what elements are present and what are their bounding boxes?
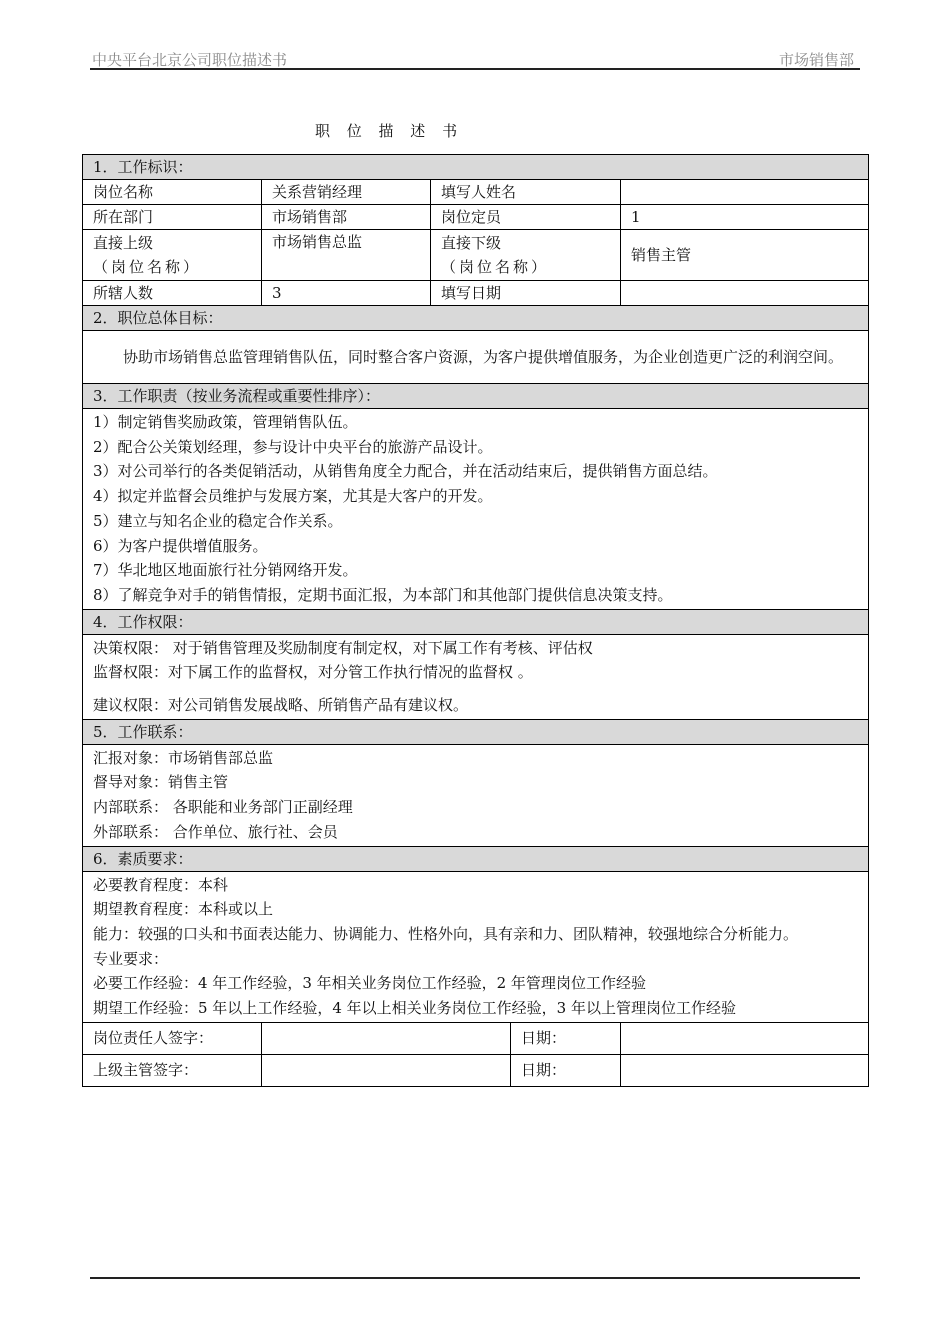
section-6-heading: 6．素质要求： [83, 846, 869, 871]
relations-list [83, 744, 869, 846]
requirement-item: 专业要求： [93, 949, 169, 968]
requirements-list [83, 871, 869, 1022]
duty-item: 4）拟定并监督会员维护与发展方案，尤其是大客户的开发。 [93, 487, 493, 506]
authority-list [83, 634, 869, 719]
section-5-heading: 5．工作联系： [83, 719, 869, 744]
direct-superior-value: 市场销售总监 [262, 230, 431, 281]
holder-signature-label: 岗位责任人签字： [83, 1022, 262, 1054]
post-name-label: 岗位名称 [83, 180, 262, 205]
filler-name-label: 填写人姓名 [431, 180, 621, 205]
relation-item: 内部联系： 各职能和业务部门正副经理 [93, 798, 353, 817]
overall-goal-text: 协助市场销售总监管理销售队伍，同时整合客户资源，为客户提供增值服务，为企业创造更广泛的利润空间。 [83, 331, 869, 384]
filler-name-value[interactable] [621, 180, 869, 205]
post-name-value: 关系营销经理 [262, 180, 431, 205]
requirement-item: 期望工作经验：5 年以上工作经验，4 年以上相关业务岗位工作经验，3 年以上管理岗位工作经验 [93, 999, 736, 1018]
header-department: 市场销售部 [778, 51, 854, 69]
relation-item: 汇报对象：市场销售部总监 [93, 748, 274, 767]
duty-item: 5）建立与知名企业的稳定合作关系。 [93, 511, 343, 530]
document-title: 职 位 描 述 书 [315, 122, 464, 140]
department-label: 所在部门 [83, 205, 262, 230]
duty-item: 3）对公司举行的各类促销活动，从销售角度全力配合，并在活动结束后，提供销售方面总结。 [93, 462, 718, 481]
authority-item: 建议权限：对公司销售发展战略、所销售产品有建议权。 [93, 696, 469, 715]
requirement-item: 能力：较强的口头和书面表达能力、协调能力、性格外向，具有亲和力、团队精神，较强地综合分析能力。 [93, 924, 799, 943]
headcount-quota-label: 岗位定员 [431, 205, 621, 230]
header-company: 中央平台北京公司职位描述书 [92, 51, 288, 69]
direct-superior-label-cell [83, 230, 262, 281]
duty-item: 8）了解竞争对手的销售情报，定期书面汇报，为本部门和其他部门提供信息决策支持。 [93, 585, 673, 604]
section-3-heading: 3．工作职责（按业务流程或重要性排序）： [83, 384, 869, 409]
job-description-table [82, 154, 869, 1087]
duty-item: 7）华北地区地面旅行社分销网络开发。 [93, 561, 358, 580]
direct-subordinate-sublabel: （岗位名称） [441, 258, 550, 276]
direct-subordinate-value: 销售主管 [621, 230, 869, 281]
holder-signature-field[interactable] [262, 1022, 511, 1054]
requirement-item: 必要教育程度：本科 [93, 875, 229, 894]
direct-superior-sublabel: （岗位名称） [93, 258, 202, 276]
relation-item: 督导对象：销售主管 [93, 773, 229, 792]
authority-item: 监督权限：对下属工作的监督权，对分管工作执行情况的监督权 。 [93, 663, 533, 682]
fill-date-label: 填写日期 [431, 281, 621, 306]
supervisor-date-label: 日期： [511, 1054, 621, 1086]
direct-subordinate-label-cell [431, 230, 621, 281]
requirement-item: 必要工作经验：4 年工作经验，3 年相关业务岗位工作经验，2 年管理岗位工作经验 [93, 974, 646, 993]
duty-item: 1）制定销售奖励政策，管理销售队伍。 [93, 413, 358, 431]
holder-date-field[interactable] [621, 1022, 869, 1054]
duty-item: 6）为客户提供增值服务。 [93, 536, 268, 555]
fill-date-value[interactable] [621, 281, 869, 306]
duties-list [83, 409, 869, 610]
headcount-quota-value: 1 [621, 205, 869, 230]
department-value: 市场销售部 [262, 205, 431, 230]
direct-subordinate-label: 直接下级 [441, 234, 502, 252]
direct-superior-label: 直接上级 [93, 234, 154, 252]
staff-count-label: 所辖人数 [83, 281, 262, 306]
relation-item: 外部联系： 合作单位、旅行社、会员 [93, 822, 338, 841]
footer-rule [90, 1277, 860, 1279]
requirement-item: 期望教育程度：本科或以上 [93, 900, 274, 919]
page-header [90, 48, 860, 70]
staff-count-value: 3 [262, 281, 431, 306]
supervisor-signature-field[interactable] [262, 1054, 511, 1086]
duty-item: 2）配合公关策划经理，参与设计中央平台的旅游产品设计。 [93, 437, 493, 456]
supervisor-signature-label: 上级主管签字： [83, 1054, 262, 1086]
section-4-heading: 4．工作权限： [83, 609, 869, 634]
holder-date-label: 日期： [511, 1022, 621, 1054]
section-2-heading: 2．职位总体目标： [83, 306, 869, 331]
authority-item: 决策权限： 对于销售管理及奖励制度有制定权，对下属工作有考核、评估权 [93, 638, 593, 657]
section-1-heading: 1．工作标识： [83, 155, 869, 180]
supervisor-date-field[interactable] [621, 1054, 869, 1086]
